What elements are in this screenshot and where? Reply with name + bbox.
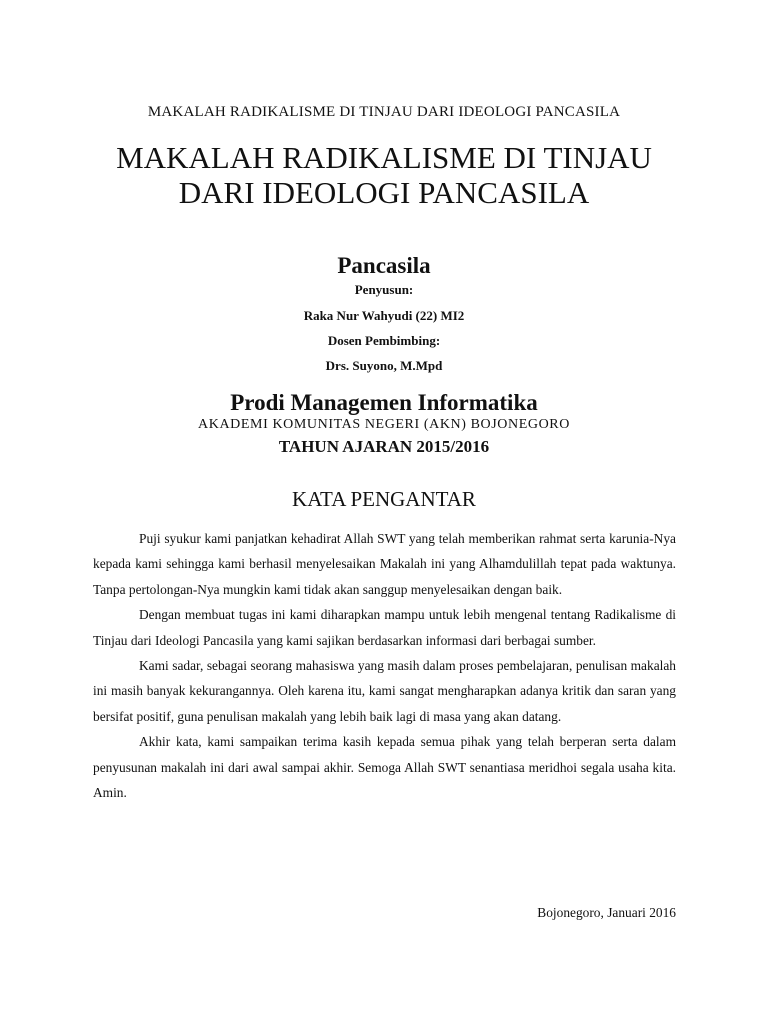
dosen-name: Drs. Suyono, M.Mpd <box>325 358 443 373</box>
title-line-2: DARI IDEOLOGI PANCASILA <box>178 175 590 210</box>
penyusun-name: Raka Nur Wahyudi (22) MI2 <box>303 308 465 323</box>
subject-heading: Pancasila <box>337 253 431 278</box>
dosen-label: Dosen Pembimbing: <box>327 333 441 348</box>
place-date: Bojonegoro, Januari 2016 <box>537 905 676 920</box>
prodi-heading: Prodi Managemen Informatika <box>230 390 538 415</box>
title-line-1: MAKALAH RADIKALISME DI TINJAU <box>116 140 652 175</box>
document-title <box>60 140 708 210</box>
paragraph: Dengan membuat tugas ini kami diharapkan mampu untuk lebih mengenal tentang Radikalisme di Tinjau dari Ideologi Pancasila yang kami sajikan berdasarkan informasi dari berbagai sumber. <box>93 607 676 648</box>
akademi-line: AKADEMI KOMUNITAS NEGERI (AKN) BOJONEGORO <box>198 417 570 432</box>
paragraph: Akhir kata, kami sampaikan terima kasih kepada semua pihak yang telah berperan serta dalam penyusunan makalah ini dari awal sampai akhir. Semoga Allah SWT senantiasa meridhoi segala usaha kita. Amin. <box>93 734 676 801</box>
tahun-ajaran: TAHUN AJARAN 2015/2016 <box>278 437 490 456</box>
penyusun-label: Penyusun: <box>354 282 414 297</box>
kata-pengantar-heading: KATA PENGANTAR <box>292 487 476 511</box>
kata-pengantar-body <box>93 526 676 805</box>
running-header: MAKALAH RADIKALISME DI TINJAU DARI IDEOLOGI PANCASILA <box>147 104 621 120</box>
paragraph: Kami sadar, sebagai seorang mahasiswa yang masih dalam proses pembelajaran, penulisan makalah ini masih banyak kekurangannya. Oleh karena itu, kami sangat mengharapkan adanya kritik dan saran yang bersifat positif, guna penulisan makalah yang lebih baik lagi di masa yang akan datang. <box>93 658 676 724</box>
paragraph: Puji syukur kami panjatkan kehadirat Allah SWT yang telah memberikan rahmat serta karunia-Nya kepada kami sehingga kami berhasil menyelesaikan Makalah ini yang Alhamdulillah tepat pada waktunya. Tanpa pertolongan-Nya mungkin kami tidak akan sanggup menyelesaikan dengan baik. <box>93 531 676 597</box>
